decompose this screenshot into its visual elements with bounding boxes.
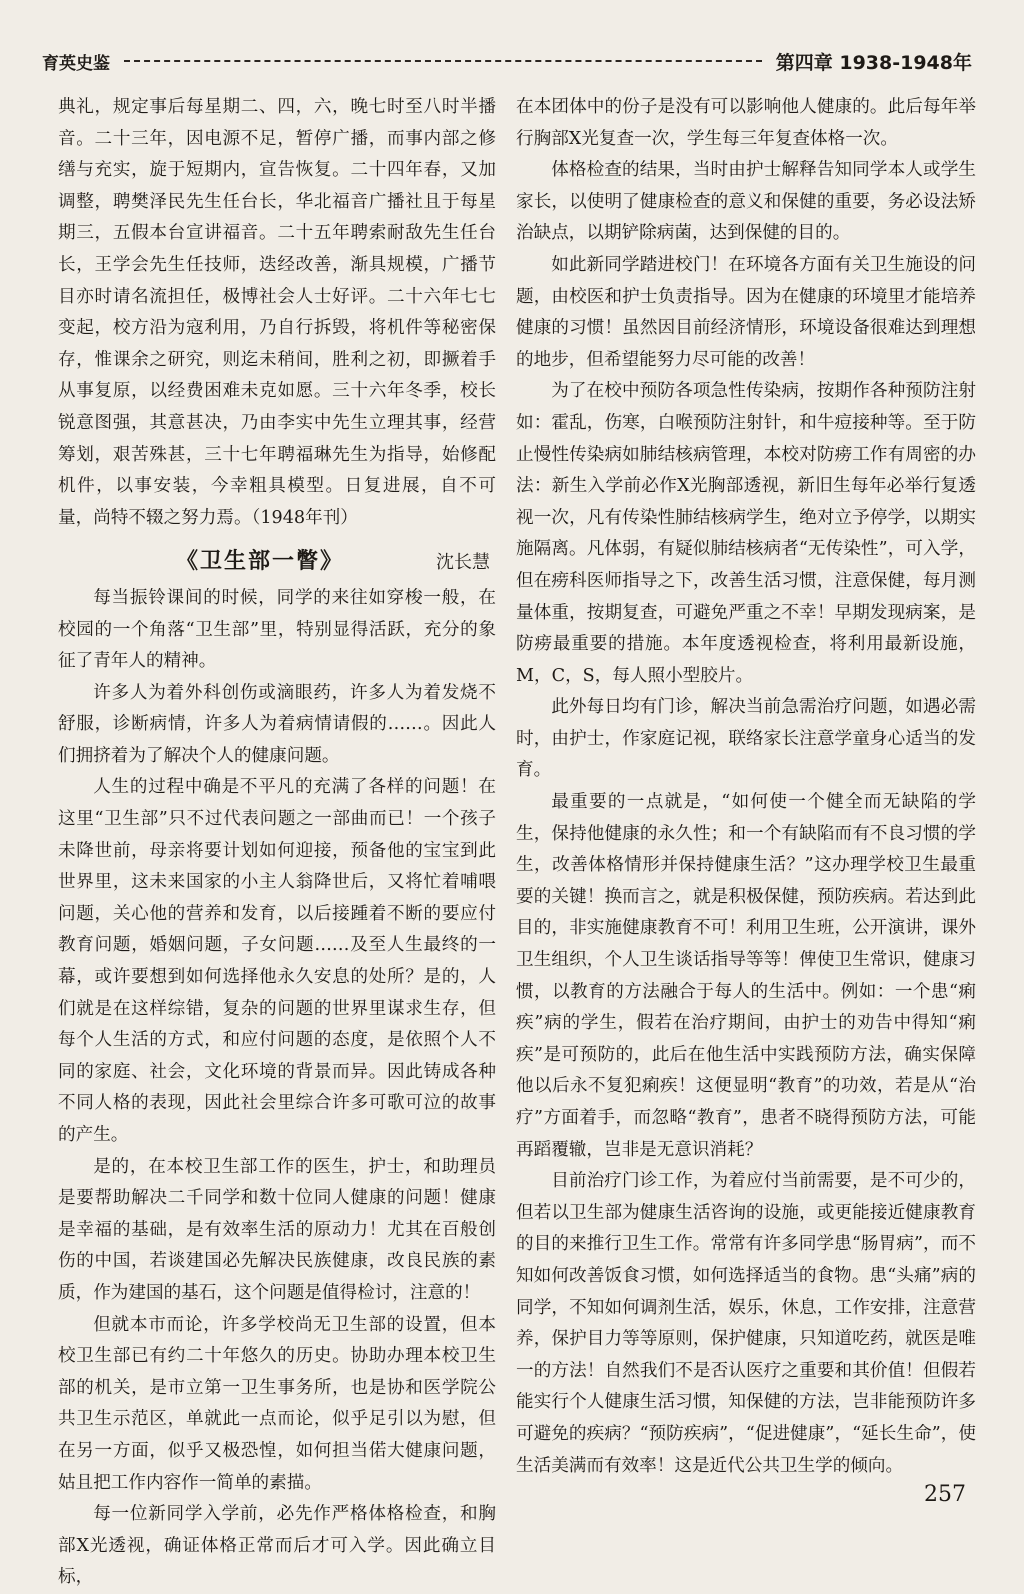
paragraph: 此外每日均有门诊，解决当前急需治疗问题，如遇必需时，由护士，作家庭记视，联络家长注意学童身心适当的发育。 [516,697,976,781]
article-heading [58,546,496,579]
running-header [42,46,972,76]
chapter-title: 第四章 1938-1948年 [775,51,972,74]
paragraph: 如此新同学踏进校门！在环境各方面有关卫生施设的问题，由校医和护士负责指导。因为在健康的环境里才能培养健康的习惯！虽然因目前经济情形，环境设备很难达到理想的地步，但希望能努力尽可能的改善！ [516,254,976,370]
paragraph: 人生的过程中确是不平凡的充满了各样的问题！在这里“卫生部”只不过代表问题之一部曲而已！一个孩子未降世前，母亲将要计划如何迎接，预备他的宝宝到此世界里，这未来国家的小主人翁降世后，又将忙着哺喂问题，关心他的营养和发育，以后接踵着不断的要应付教育问题，婚姻问题，子女问题……及至人生最终的一幕，或许要想到如何选择他永久安息的处所？是的，人们就是在这样综错，复杂的问题的世界里谋求生存，但每个人生活的方式，和应付问题的态度，是依照个人不同的家庭、社会，文化环境的背景而异。因此铸成各种不同人格的表现，因此社会里综合许多可歌可泣的故事的产生。 [58,777,496,1145]
page-number: 257 [924,1482,966,1507]
paragraph: 每一位新同学入学前，必先作严格体格检查，和胸部X光透视，确证体格正常而后才可入学。因此确立目标， [58,1504,496,1588]
paragraph: 典礼，规定事后每星期二、四，六，晚七时至八时半播音。二十三年，因电源不足，暂停广播，而事内部之修缮与充实，旋于短期内，宣告恢复。二十四年春，又加调整，聘樊泽民先生任台长，华北福音广播社且于每星期三，五假本台宣讲福音。二十五年聘索耐敌先生任台长，王学会先生任技师，迭经改善，渐具规模，广播节目亦时请名流担任，极博社会人士好评。二十六年七七变起，校方沿为寇利用，乃自行拆毁，将机件等秘密保存，惟课余之研究，则迄未稍间，胜利之初，即撅着手从事复原，以经费困难未克如愿。三十六年冬季，校长锐意图强，其意甚决，乃由李实中先生立理其事，经营筹划，艰苦殊甚，三十七年聘福琳先生为指导，始修配机件，以事安装，今幸粗具模型。日复进展，自不可量，尚特不辍之努力焉。（1948年刊） [58,97,496,528]
left-column [58,92,496,1594]
header-dashed-rule [124,60,762,62]
article-title: 《卫生部一瞥》 [176,549,345,575]
paragraph: 目前治疗门诊工作，为着应付当前需要，是不可少的，但若以卫生部为健康生活咨询的设施，或更能接近健康教育的目的来推行卫生工作。常常有许多同学患“肠胃病”，而不知如何改善饭食习惯，如何选择适当的食物。患“头痛”病的同学，不知如何调剂生活，娱乐，休息，工作安排，注意营养，保护目力等等原则，保护健康，只知道吃药，就医是唯一的方法！自然我们不是否认医疗之重要和其价值！但假若能实行个人健康生活习惯，知保健的方法，岂非能预防许多可避免的疾病？“预防疾病”，“促进健康”，“延长生命”，使生活美满而有效率！这是近代公共卫生学的倾向。 [516,1171,976,1476]
paragraph: 是的，在本校卫生部工作的医生，护士，和助理员是要帮助解决二千同学和数十位同人健康的问题！健康是幸福的基础，是有效率生活的原动力！尤其在百般创伤的中国，若谈建国必先解决民族健康，改良民族的素质，作为建国的基石，这个问题是值得检讨，注意的！ [58,1156,496,1303]
paragraph: 在本团体中的份子是没有可以影响他人健康的。此后每年举行胸部X光复查一次，学生每三年复查体格一次。 [516,97,976,149]
paragraph: 体格检查的结果，当时由护士解释告知同学本人或学生家长，以使明了健康检查的意义和保健的重要，务必设法矫治缺点，以期铲除病菌，达到保健的目的。 [516,160,976,244]
paragraph: 每当振铃课间的时候，同学的来往如穿梭一般，在校园的一个角落“卫生部”里，特别显得活跃，充分的象征了青年人的精神。 [58,587,496,672]
right-column [516,92,976,1482]
paragraph: 最重要的一点就是，“如何使一个健全而无缺陷的学生，保持他健康的永久性；和一个有缺陷而有不良习惯的学生，改善体格情形并保持健康生活？”这办理学校卫生最重要的关键！换而言之，就是积极保健，预防疾病。若达到此目的，非实施健康教育不可！利用卫生班，公开演讲，课外卫生组织，个人卫生谈话指导等等！俾使卫生常识，健康习惯，以教育的方法融合于每人的生活中。例如：一个患“痢疾”病的学生，假若在治疗期间，由护士的劝告中得知“痢疾”是可预防的，此后在他生活中实践预防方法，确实保障他以后永不复犯痢疾！这便显明“教育”的功效，若是从“治疗”方面着手，而忽略“教育”，患者不晓得预防方法，可能再蹈覆辙，岂非是无意识消耗？ [516,792,976,1160]
book-title: 育英史鉴 [42,53,110,74]
paragraph: 许多人为着外科创伤或滴眼药，许多人为着发烧不舒服，诊断病情，许多人为着病情请假的……。因此人们拥挤着为了解决个人的健康问题。 [58,682,496,766]
article-author: 沈长慧 [436,552,490,574]
paragraph: 为了在校中预防各项急性传染病，按期作各种预防注射如：霍乱，伤寒，白喉预防注射针，和牛痘接种等。至于防止慢性传染病如肺结核病管理，本校对防痨工作有周密的办法：新生入学前必作X光胸部透视，新旧生每年必举行复透视一次，凡有传染性肺结核病学生，绝对立予停学，以期实施隔离。凡体弱，有疑似肺结核病者“无传染性”，可入学，但在痨科医师指导之下，改善生活习惯，注意保健，每月测量体重，按期复查，可避免严重之不幸！早期发现病案，是防痨最重要的措施。本年度透视检查，将利用最新设施，M，C，S，每人照小型胶片。 [516,381,976,686]
paragraph: 但就本市而论，许多学校尚无卫生部的设置，但本校卫生部已有约二十年悠久的历史。协助办理本校卫生部的机关，是市立第一卫生事务所，也是协和医学院公共卫生示范区，单就此一点而论，似乎足引以为慰，但在另一方面，似乎又极恐惶，如何担当偌大健康问题，姑且把工作内容作一简单的素描。 [58,1314,496,1493]
